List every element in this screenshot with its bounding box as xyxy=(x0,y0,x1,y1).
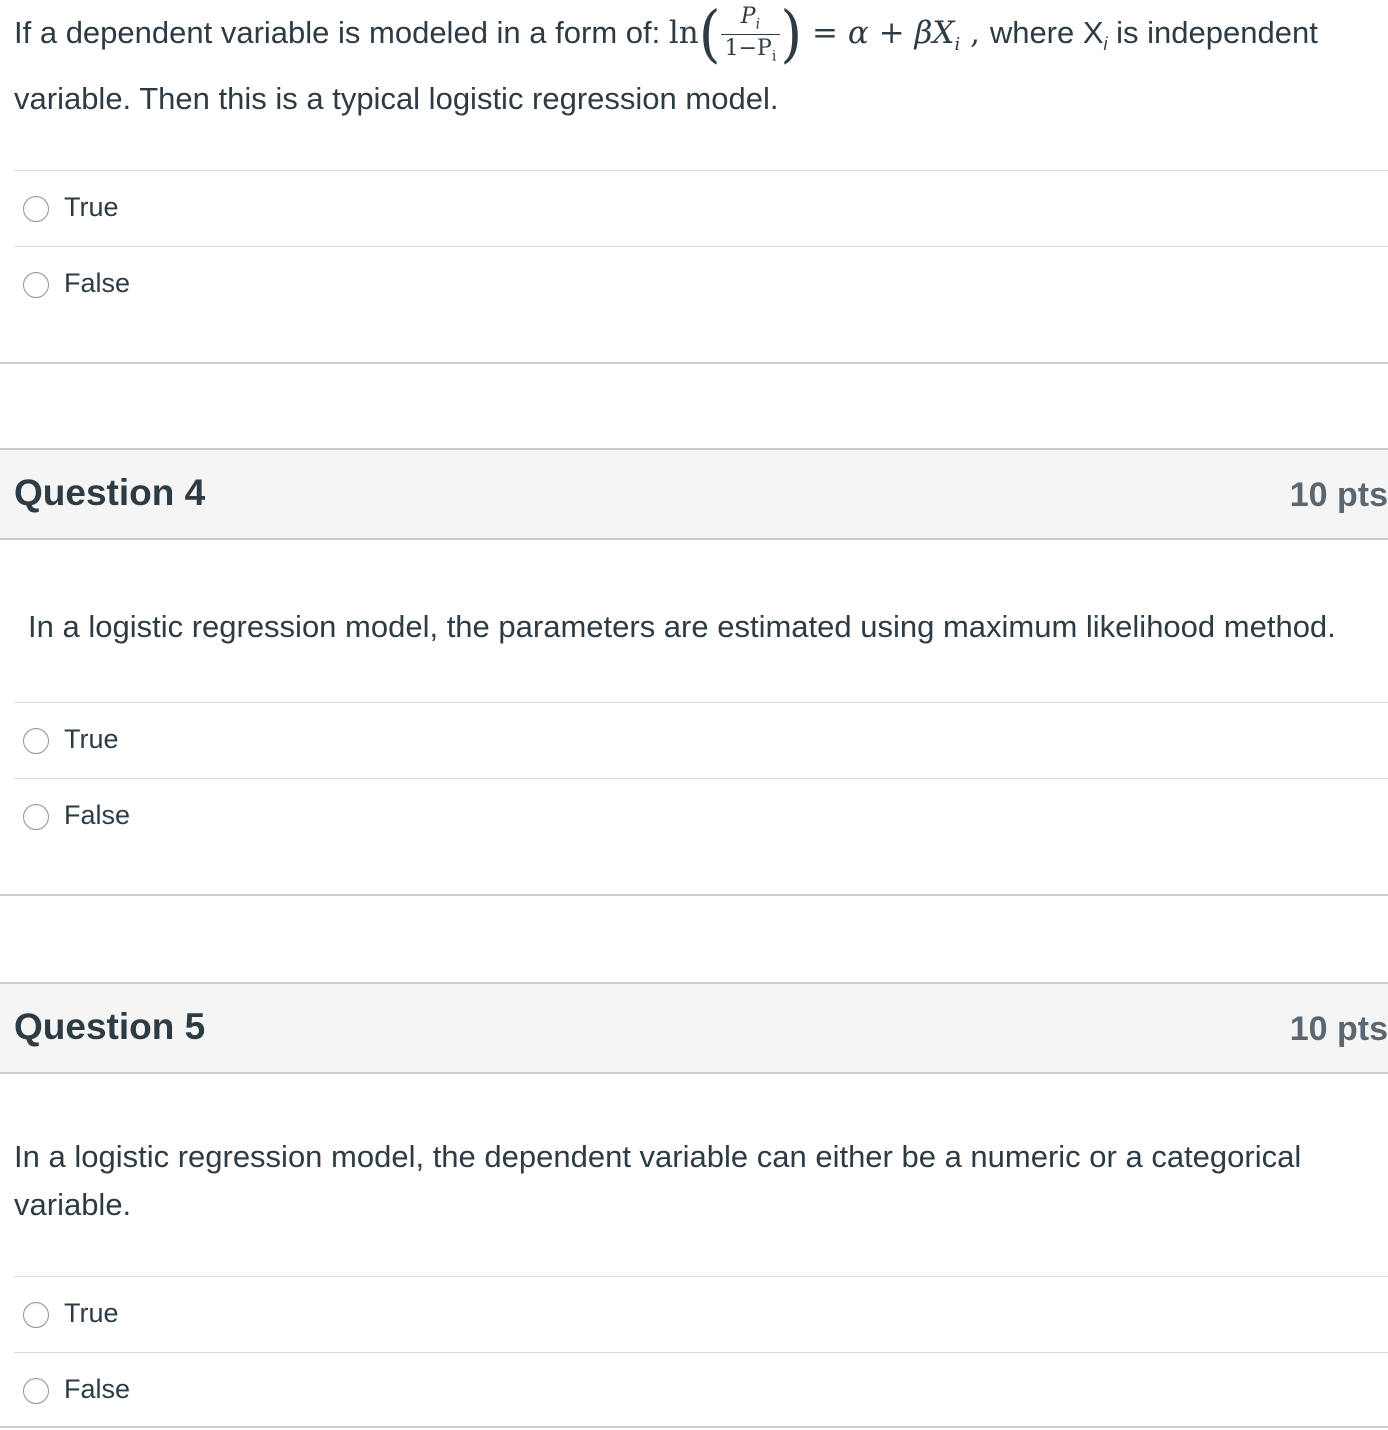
question5-false-radio[interactable] xyxy=(23,1378,49,1404)
formula-denominator-sub: i xyxy=(771,48,777,65)
question4-text: In a logistic regression model, the parameters are estimated using maximum likelihood method. xyxy=(28,609,1336,644)
question-divider xyxy=(0,362,1388,364)
question5-text-line1: In a logistic regression model, the dependent variable can either be a numeric or a categorical xyxy=(14,1139,1302,1174)
formula-numerator-sub: i xyxy=(755,16,761,32)
question5-title: Question 5 xyxy=(14,1006,206,1047)
question3-true-label[interactable]: True xyxy=(64,192,119,222)
formula: ln( $\frac{P_i}{1-P_i}$ ) = $\alpha + \beta X_i$ , xyxy=(668,0,980,70)
question3-true-radio[interactable] xyxy=(23,196,49,222)
formula-ln: ln xyxy=(668,15,699,51)
answer-divider xyxy=(14,778,1388,779)
question5-text-line2: variable. xyxy=(14,1187,132,1222)
question3-text-line2: variable. Then this is a typical logistic regression model. xyxy=(14,81,779,116)
question3-text-after-2: is independent xyxy=(1116,15,1318,50)
question5-false-label[interactable]: False xyxy=(64,1374,131,1404)
question-divider xyxy=(0,1426,1388,1428)
question5-header xyxy=(0,982,1388,1074)
formula-numerator: P xyxy=(740,3,756,29)
question4-points: 10 pts xyxy=(1289,476,1388,514)
question3-text-before: If a dependent variable is modeled in a form of: xyxy=(14,15,661,50)
question3-text-after-sub: i xyxy=(1103,34,1108,55)
question3-false-radio[interactable] xyxy=(23,272,49,298)
question-divider xyxy=(0,894,1388,896)
answer-divider xyxy=(14,702,1388,703)
answer-divider xyxy=(14,246,1388,247)
question4-false-radio[interactable] xyxy=(23,804,49,830)
answer-divider xyxy=(14,1352,1388,1353)
question4-header xyxy=(0,448,1388,540)
formula-rhs: = α + βX xyxy=(812,15,955,51)
formula-comma: , xyxy=(970,15,980,51)
formula-rhs-sub: i xyxy=(954,34,961,56)
question3-false-label[interactable]: False xyxy=(64,268,131,298)
question4-true-radio[interactable] xyxy=(23,728,49,754)
answer-divider xyxy=(14,170,1388,171)
question5-true-label[interactable]: True xyxy=(64,1298,119,1328)
formula-fraction xyxy=(721,3,781,65)
question3-text-after-1: where X xyxy=(989,15,1104,50)
question5-true-radio[interactable] xyxy=(23,1302,49,1328)
question4-title: Question 4 xyxy=(14,472,206,513)
formula-denominator: 1−P xyxy=(724,36,772,61)
question4-true-label[interactable]: True xyxy=(64,724,119,754)
answer-divider xyxy=(14,1276,1388,1277)
question4-false-label[interactable]: False xyxy=(64,800,131,830)
question5-points: 10 pts xyxy=(1289,1010,1388,1048)
